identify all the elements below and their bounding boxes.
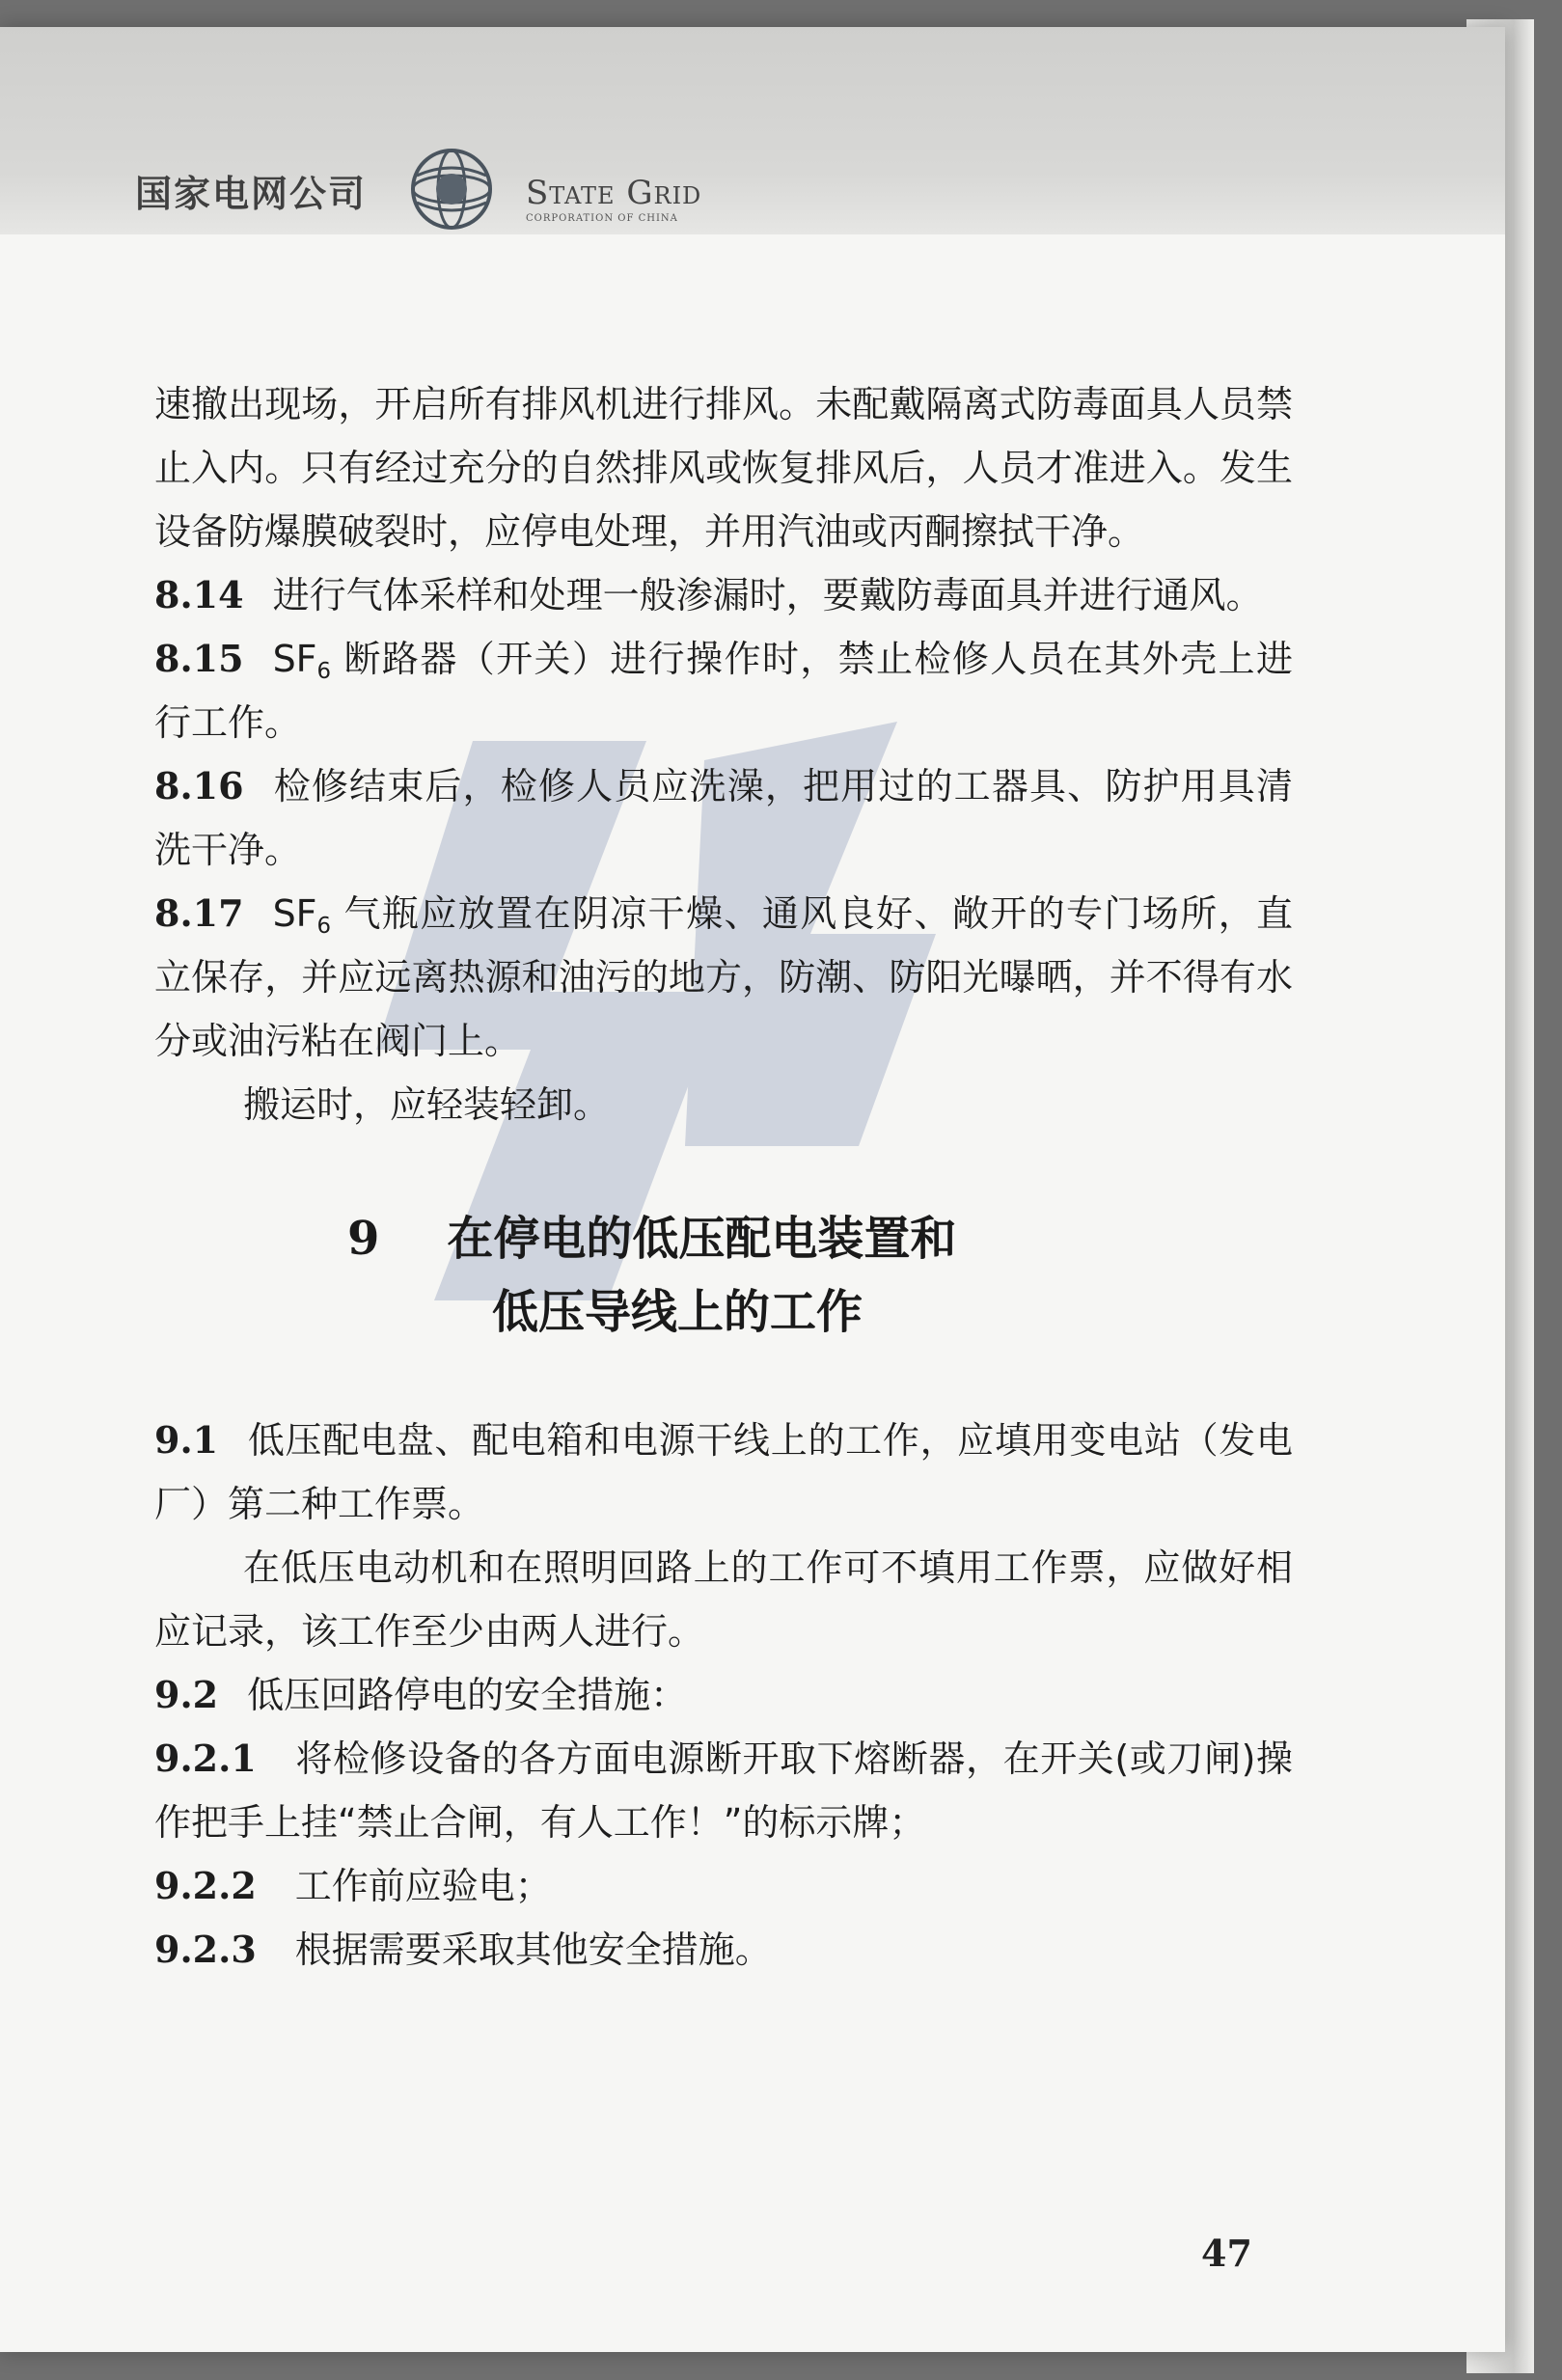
clause-number: 8.16: [154, 764, 244, 807]
clause-8-15: [154, 627, 1293, 754]
brand-name-english: State Grid: [526, 174, 702, 212]
clause-text: 工作前应验电；: [294, 1865, 552, 1907]
clause-text: 气瓶应放置在阴凉干燥、通风良好、敞开的专门场所，直立保存，并应远离热源和油污的地方，防潮、防阳光曝晒，并不得有水分或油污粘在阀门上。: [154, 892, 1293, 1062]
section-title-line1: 在停电的低压配电装置和: [447, 1212, 957, 1266]
clause-number: 9.2: [154, 1673, 219, 1716]
clause-9-2-2: [154, 1854, 1293, 1918]
page-number: 47: [1201, 2231, 1252, 2275]
section-title-line2: 低压导线上的工作: [492, 1285, 863, 1339]
paragraph-continued: 速撤出现场，开启所有排风机进行排风。未配戴隔离式防毒面具人员禁止入内。只有经过充分的自然排风或恢复排风后，人员才准进入。发生设备防爆膜破裂时，应停电处理，并用汽油或丙酮擦拭干净。: [154, 383, 1293, 553]
paragraph-9-1-note: 在低压电动机和在照明回路上的工作可不填用工作票，应做好相应记录，该工作至少由两人进行。: [154, 1546, 1293, 1653]
clause-8-16: [154, 754, 1293, 882]
clause-text: 进行气体采样和处理一般渗漏时，要戴防毒面具并进行通风。: [272, 574, 1263, 616]
clause-9-1: [154, 1409, 1293, 1536]
clause-number: 8.17: [154, 891, 244, 935]
paragraph-handling: 搬运时，应轻装轻卸。: [243, 1083, 611, 1126]
brand-name-chinese: 国家电网公司: [135, 173, 368, 215]
clause-text: 将检修设备的各方面电源断开取下熔断器，在开关(或刀闸)操作把手上挂“禁止合闸，有人工作！”的标示牌；: [154, 1737, 1293, 1844]
clause-text: 低压回路停电的安全措施：: [247, 1674, 688, 1716]
header-band: [0, 27, 1505, 234]
chem-sf: SF: [272, 892, 317, 935]
clause-number: 9.2.1: [154, 1737, 257, 1780]
clause-number: 9.1: [154, 1418, 219, 1462]
clause-9-2-3: [154, 1918, 1293, 1982]
brand-subtitle: CORPORATION OF CHINA: [526, 213, 678, 224]
book-page: [0, 27, 1505, 2352]
clause-number: 8.15: [154, 637, 244, 680]
state-grid-logo-icon: [403, 141, 500, 237]
clause-number: 8.14: [154, 573, 244, 616]
body-text: [154, 372, 1293, 1982]
clause-9-2: [154, 1663, 1293, 1727]
clause-number: 9.2.3: [154, 1928, 257, 1971]
chem-subscript: 6: [316, 913, 332, 939]
chem-sf: SF: [272, 638, 317, 680]
clause-text: 低压配电盘、配电箱和电源干线上的工作，应填用变电站（发电厂）第二种工作票。: [154, 1419, 1293, 1525]
clause-8-14: [154, 563, 1293, 627]
section-heading: [154, 1202, 1293, 1349]
section-heading-line1: [154, 1202, 1293, 1275]
clause-9-2-1: [154, 1727, 1293, 1854]
clause-text: 检修结束后，检修人员应洗澡，把用过的工器具、防护用具清洗干净。: [154, 765, 1293, 871]
clause-text: 断路器（开关）进行操作时，禁止检修人员在其外壳上进行工作。: [154, 638, 1293, 744]
clause-8-17: [154, 882, 1293, 1073]
chem-subscript: 6: [316, 658, 332, 684]
clause-number: 9.2.2: [154, 1864, 257, 1907]
section-number: 9: [347, 1212, 380, 1266]
clause-text: 根据需要采取其他安全措施。: [294, 1929, 772, 1971]
